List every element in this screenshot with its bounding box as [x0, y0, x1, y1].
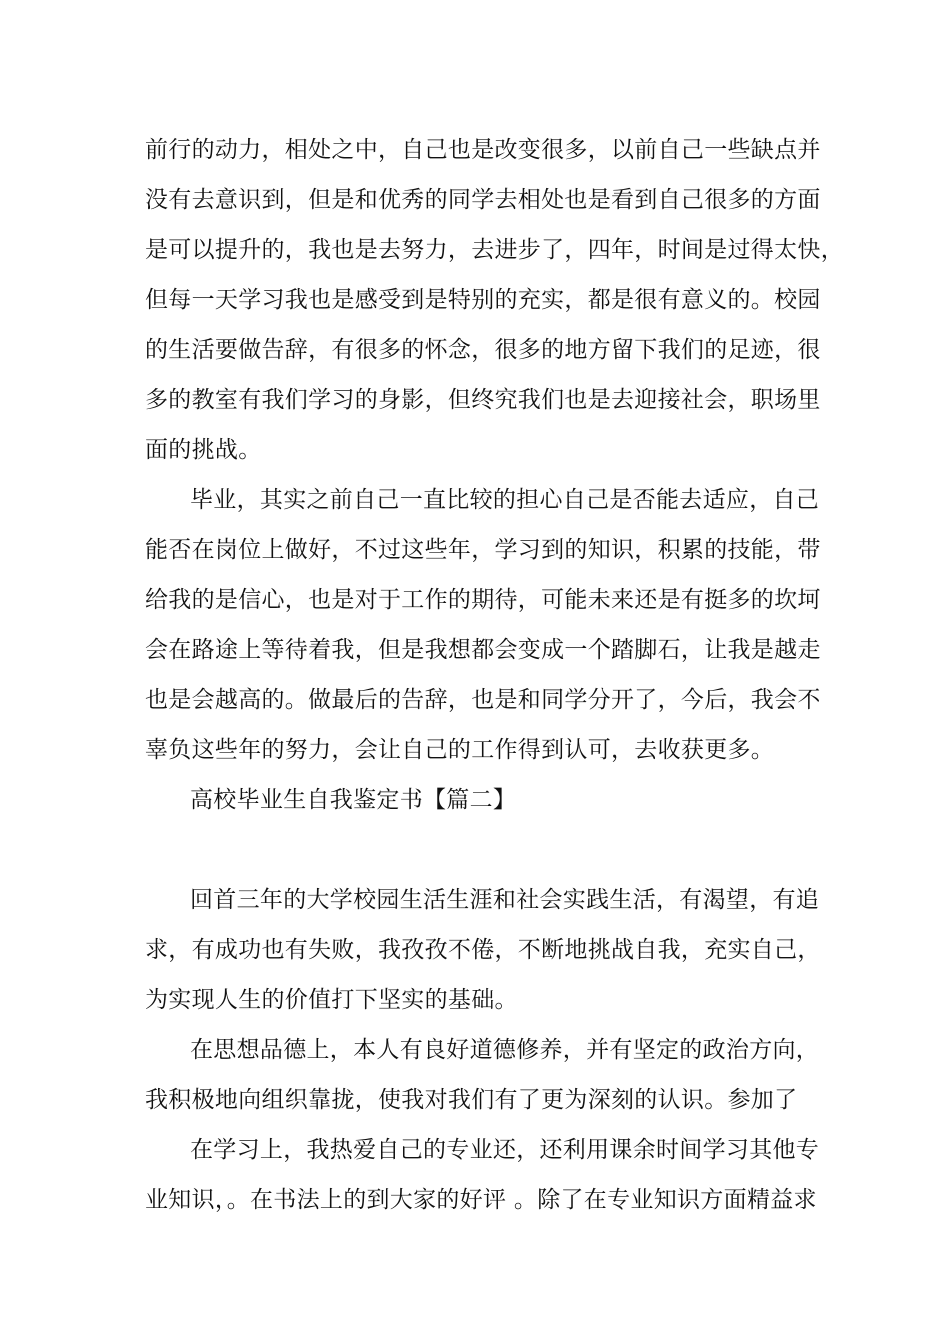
body-text-line: 前行的动力，相处之中，自己也是改变很多，以前自己一些缺点并: [145, 137, 821, 163]
paragraph-first-line: 毕业，其实之前自己一直比较的担心自己是否能去适应，自己: [190, 487, 820, 513]
body-text-line: 多的教室有我们学习的身影，但终究我们也是去迎接社会，职场里: [145, 387, 821, 413]
body-text-line: 求，有成功也有失败，我孜孜不倦，不断地挑战自我，充实自己，: [145, 937, 821, 963]
body-text-line: 是可以提升的，我也是去努力，去进步了，四年，时间是过得太快，: [145, 237, 844, 263]
body-text-line: 也是会越高的。做最后的告辞，也是和同学分开了，今后，我会不: [145, 687, 821, 713]
body-text-line: 我积极地向组织靠拢，使我对我们有了更为深刻的认识。参加了: [145, 1087, 798, 1113]
body-text-line: 业知识，。在书法上的到大家的好评 。除了在专业知识方面精益求: [145, 1187, 817, 1213]
body-text-line: 给我的是信心，也是对于工作的期待，可能未来还是有挺多的坎坷: [145, 587, 821, 613]
body-text-line: 但每一天学习我也是感受到是特别的充实，都是很有意义的。校园: [145, 287, 821, 313]
section-heading: 高校毕业生自我鉴定书【篇二】: [190, 787, 517, 813]
paragraph-first-line: 回首三年的大学校园生活生涯和社会实践生活，有渴望，有追: [190, 887, 820, 913]
body-text-line: 能否在岗位上做好，不过这些年，学习到的知识，积累的技能，带: [145, 537, 821, 563]
paragraph-first-line: 在思想品德上，本人有良好道德修养，并有坚定的政治方向，: [190, 1037, 820, 1063]
body-text-line: 会在路途上等待着我，但是我想都会变成一个踏脚石，让我是越走: [145, 637, 821, 663]
body-text-line: 为实现人生的价值打下坚实的基础。: [145, 987, 518, 1013]
body-text-line: 辜负这些年的努力，会让自己的工作得到认可，去收获更多。: [145, 737, 775, 763]
body-text-line: 面的挑战。: [145, 437, 262, 463]
body-text-line: 的生活要做告辞，有很多的怀念，很多的地方留下我们的足迹，很: [145, 337, 821, 363]
body-text-line: 没有去意识到，但是和优秀的同学去相处也是看到自己很多的方面: [145, 187, 821, 213]
paragraph-first-line: 在学习上，我热爱自己的专业还，还利用课余时间学习其他专: [190, 1137, 820, 1163]
